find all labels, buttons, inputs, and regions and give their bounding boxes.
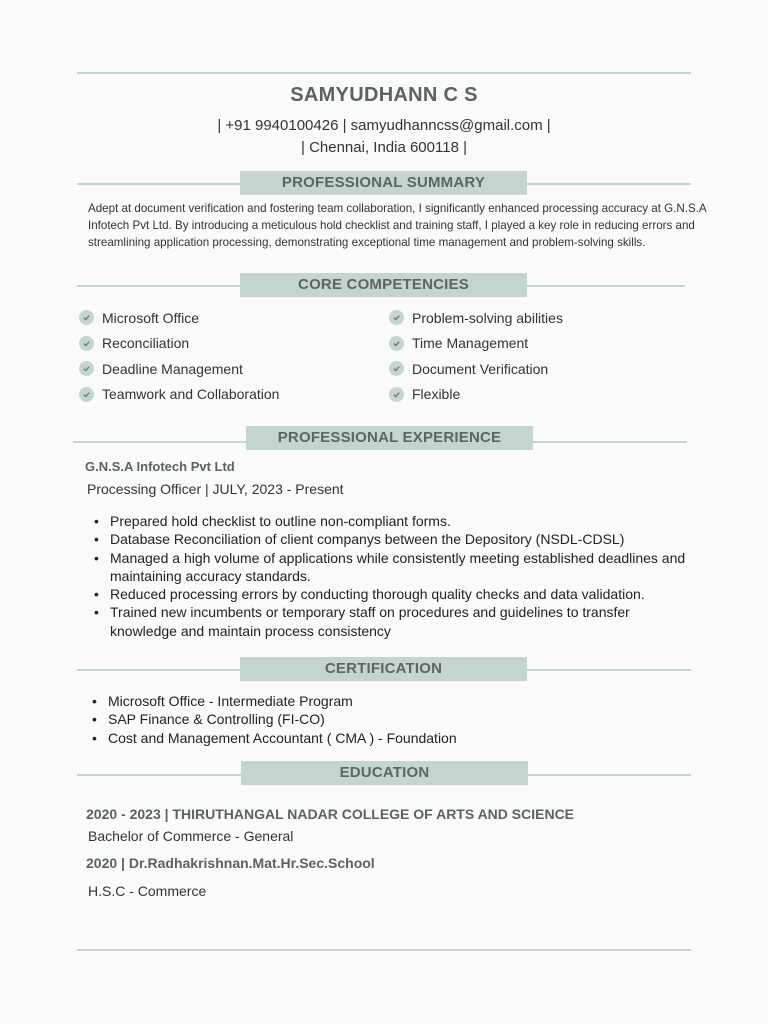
certification-heading: CERTIFICATION <box>240 657 527 681</box>
competencies-heading: CORE COMPETENCIES <box>240 273 527 297</box>
experience-bullet: • Database Reconciliation of client companys between the Depository (NSDL-CDSL) <box>88 530 688 548</box>
check-circle-icon <box>389 361 404 376</box>
contact-line-location: | Chennai, India 600118 | <box>301 139 467 156</box>
competency-item <box>389 382 563 408</box>
check-circle-icon <box>79 310 94 325</box>
check-circle-icon <box>79 387 94 402</box>
competency-label: Microsoft Office <box>102 309 199 326</box>
education-entry-detail: H.S.C - Commerce <box>88 883 207 899</box>
experience-heading: PROFESSIONAL EXPERIENCE <box>246 426 533 450</box>
competency-item <box>79 382 279 408</box>
competency-label: Flexible <box>412 386 461 403</box>
certification-list <box>86 692 706 747</box>
education-heading: EDUCATION <box>241 761 528 785</box>
competency-label: Teamwork and Collaboration <box>102 386 280 403</box>
education-entry-heading: 2020 - 2023 | THIRUTHANGAL NADAR COLLEGE OF ARTS AND SCIENCE <box>86 806 575 822</box>
bottom-divider <box>77 949 691 951</box>
certification-item: • SAP Finance & Controlling (FI-CO) <box>86 710 706 728</box>
competency-label: Time Management <box>412 335 529 352</box>
education-entry-heading: 2020 | Dr.Radhakrishnan.Mat.Hr.Sec.School <box>86 855 375 871</box>
competency-item <box>389 305 563 331</box>
check-circle-icon <box>389 336 404 351</box>
role-and-dates: Processing Officer | JULY, 2023 - Present <box>87 481 344 497</box>
competency-label: Document Verification <box>412 360 549 377</box>
competency-label: Problem-solving abilities <box>412 309 563 326</box>
contact-line-phone-email: | +91 9940100426 | samyudhanncss@gmail.com | <box>217 117 551 134</box>
competencies-left-column <box>79 305 279 407</box>
check-circle-icon <box>79 361 94 376</box>
company-name: G.N.S.A Infotech Pvt Ltd <box>85 459 235 474</box>
competency-item <box>79 356 279 382</box>
experience-bullet: • Reduced processing errors by conducting thorough quality checks and data validation. <box>88 585 688 603</box>
competency-item <box>79 305 279 331</box>
check-circle-icon <box>79 336 94 351</box>
experience-bullet: • Managed a high volume of applications while consistently meeting established deadlines and maintaining accuracy standards. <box>88 549 688 586</box>
education-entry-detail: Bachelor of Commerce - General <box>88 828 294 844</box>
competency-label: Deadline Management <box>102 360 243 377</box>
certification-item: • Cost and Management Accountant ( CMA ) - Foundation <box>86 729 706 747</box>
summary-heading: PROFESSIONAL SUMMARY <box>240 171 527 195</box>
certification-item: • Microsoft Office - Intermediate Program <box>86 692 706 710</box>
competency-label: Reconciliation <box>102 335 190 352</box>
top-divider <box>77 72 691 74</box>
competency-item <box>389 331 563 357</box>
experience-bullet: • Prepared hold checklist to outline non-compliant forms. <box>88 512 688 530</box>
check-circle-icon <box>389 387 404 402</box>
check-circle-icon <box>389 310 404 325</box>
candidate-name: SAMYUDHANN C S <box>290 84 478 106</box>
summary-text: Adept at document verification and fostering team collaboration, I significantly enhanced processing accuracy at G.N.S.A Infotech Pvt Ltd. By introducing a meticulous hold checklist and training staff, I played a key role in reducing errors and streamlining application processing, demonstrating exceptional time management and problem-solving skills. <box>88 202 707 249</box>
competency-item <box>389 356 563 382</box>
experience-bullets <box>88 512 688 640</box>
experience-bullet: • Trained new incumbents or temporary staff on procedures and guidelines to transfer knowledge and maintain process consistency <box>88 603 688 640</box>
competency-item <box>79 331 279 357</box>
competencies-right-column <box>389 305 563 407</box>
